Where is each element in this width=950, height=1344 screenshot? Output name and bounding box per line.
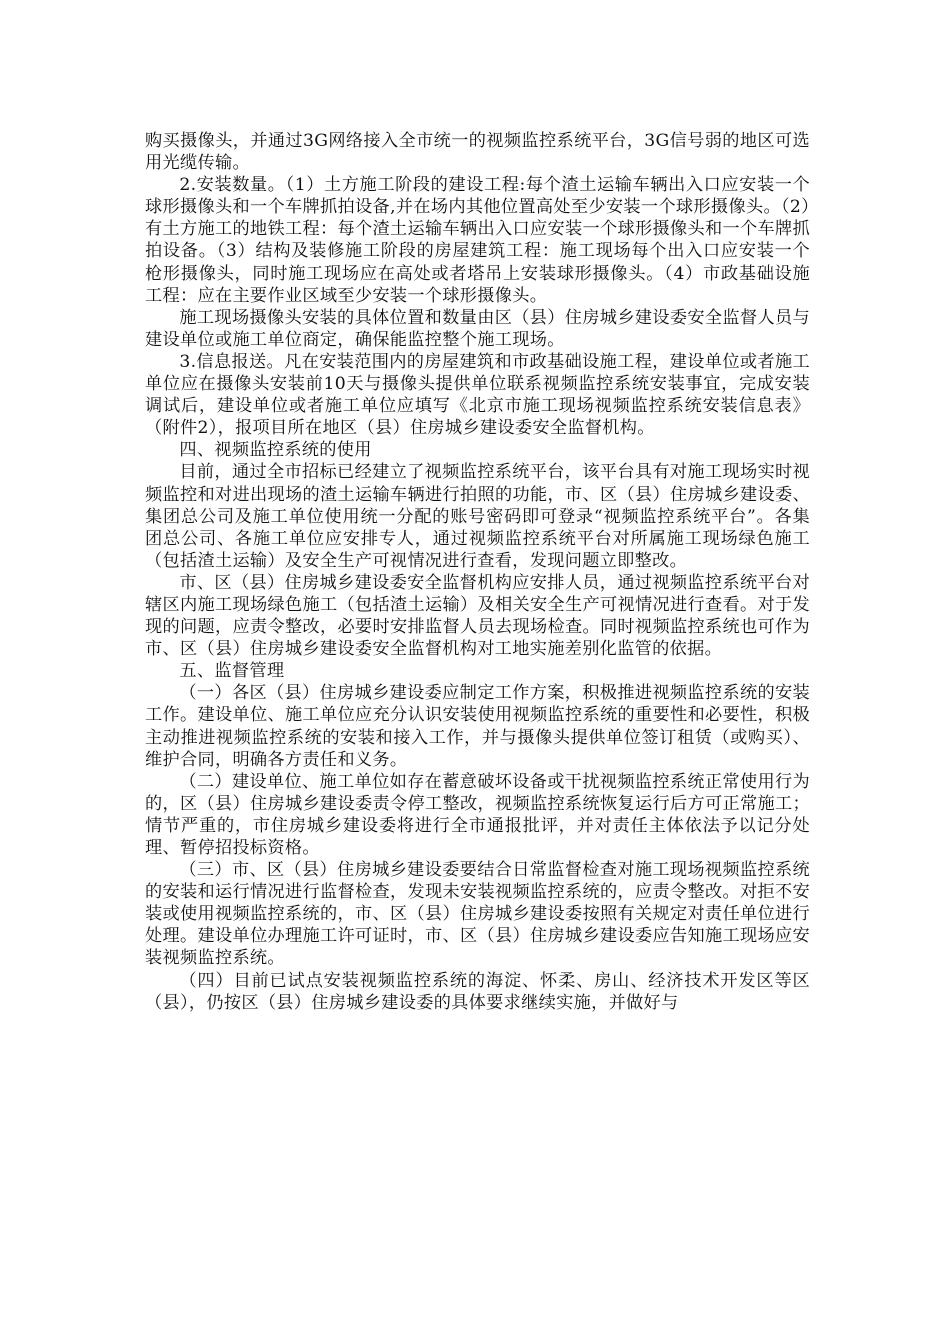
paragraph-continued: 购买摄像头，并通过3G网络接入全市统一的视频监控系统平台，3G信号弱的地区可选用光缆传输。 [145,131,810,174]
paragraph-item-4: （四）目前已试点安装视频监控系统的海淀、怀柔、房山、经济技术开发区等区（县），仍按区（县）住房城乡建设委的具体要求继续实施，并做好与 [145,970,810,1013]
paragraph-info-report: 3.信息报送。凡在安装范围内的房屋建筑和市政基础设施工程，建设单位或者施工单位应在摄像头安装前10天与摄像头提供单位联系视频监控系统安装事宜，完成安装调试后，建设单位或者施工单位应填写《北京市施工现场视频监控系统安装信息表》（附件2），报项目所在地区（县）住房城乡建设委安全监督机构。 [145,351,810,439]
section-heading-4: 四、视频监控系统的使用 [179,440,372,461]
paragraph-platform-usage: 目前，通过全市招标已经建立了视频监控系统平台，该平台具有对施工现场实时视频监控和对进出现场的渣土运输车辆进行拍照的功能，市、区（县）住房城乡建设委、集团总公司及施工单位使用统一分配的账号密码即可登录“视频监控系统平台”。各集团总公司、各施工单位应安排专人，通过视频监控系统平台对所属施工现场绿色施工（包括渣土运输）及安全生产可视情况进行查看，发现问题立即整改。 [145,462,810,571]
paragraph-supervision-agency: 市、区（县）住房城乡建设委安全监督机构应安排人员，通过视频监控系统平台对辖区内施工现场绿色施工（包括渣土运输）及相关安全生产可视情况进行查看。对于发现的问题，应责令整改，必要时安排监督人员去现场检查。同时视频监控系统也可作为市、区（县）住房城乡建设委安全监督机构对工地实施差别化监管的依据。 [145,572,810,660]
paragraph-item-2: （二）建设单位、施工单位如存在蓄意破坏设备或干扰视频监控系统正常使用行为的，区（县）住房城乡建设委责令停工整改，视频监控系统恢复运行后方可正常施工；情节严重的，市住房城乡建设委将进行全市通报批评，并对责任主体依法予以记分处理、暂停招投标资格。 [145,771,810,858]
paragraph-camera-location: 施工现场摄像头安装的具体位置和数量由区（县）住房城乡建设委安全监督人员与建设单位或施工单位商定，确保能监控整个施工现场。 [145,307,810,350]
paragraph-item-3: （三）市、区（县）住房城乡建设委要结合日常监督检查对施工现场视频监控系统的安装和运行情况进行监督检查，发现未安装视频监控系统的，应责令整改。对拒不安装或使用视频监控系统的，市、区（县）住房城乡建设委按照有关规定对责任单位进行处理。建设单位办理施工许可证时，市、区（县）住房城乡建设委应告知施工现场应安装视频监控系统。 [145,860,810,969]
section-heading-5: 五、监督管理 [179,661,285,682]
document-page [145,130,810,1014]
paragraph-install-quantity: 2.安装数量。（1）土方施工阶段的建设工程:每个渣土运输车辆出入口应安装一个球形摄像头和一个车牌抓拍设备,并在场内其他位置高处至少安装一个球形摄像头。（2）有土方施工的地铁工程：每个渣土运输车辆出入口应安装一个球形摄像头和一个车牌抓拍设备。（3）结构及装修施工阶段的房屋建筑工程：施工现场每个出入口应安装一个枪形摄像头，同时施工现场应在高处或者塔吊上安装球形摄像头。（4）市政基础设施工程：应在主要作业区域至少安装一个球形摄像头。 [145,175,810,306]
paragraph-item-1: （一）各区（县）住房城乡建设委应制定工作方案，积极推进视频监控系统的安装工作。建设单位、施工单位应充分认识安装使用视频监控系统的重要性和必要性，积极主动推进视频监控系统的安装和接入工作，并与摄像头提供单位签订租赁（或购买）、维护合同，明确各方责任和义务。 [145,683,810,770]
